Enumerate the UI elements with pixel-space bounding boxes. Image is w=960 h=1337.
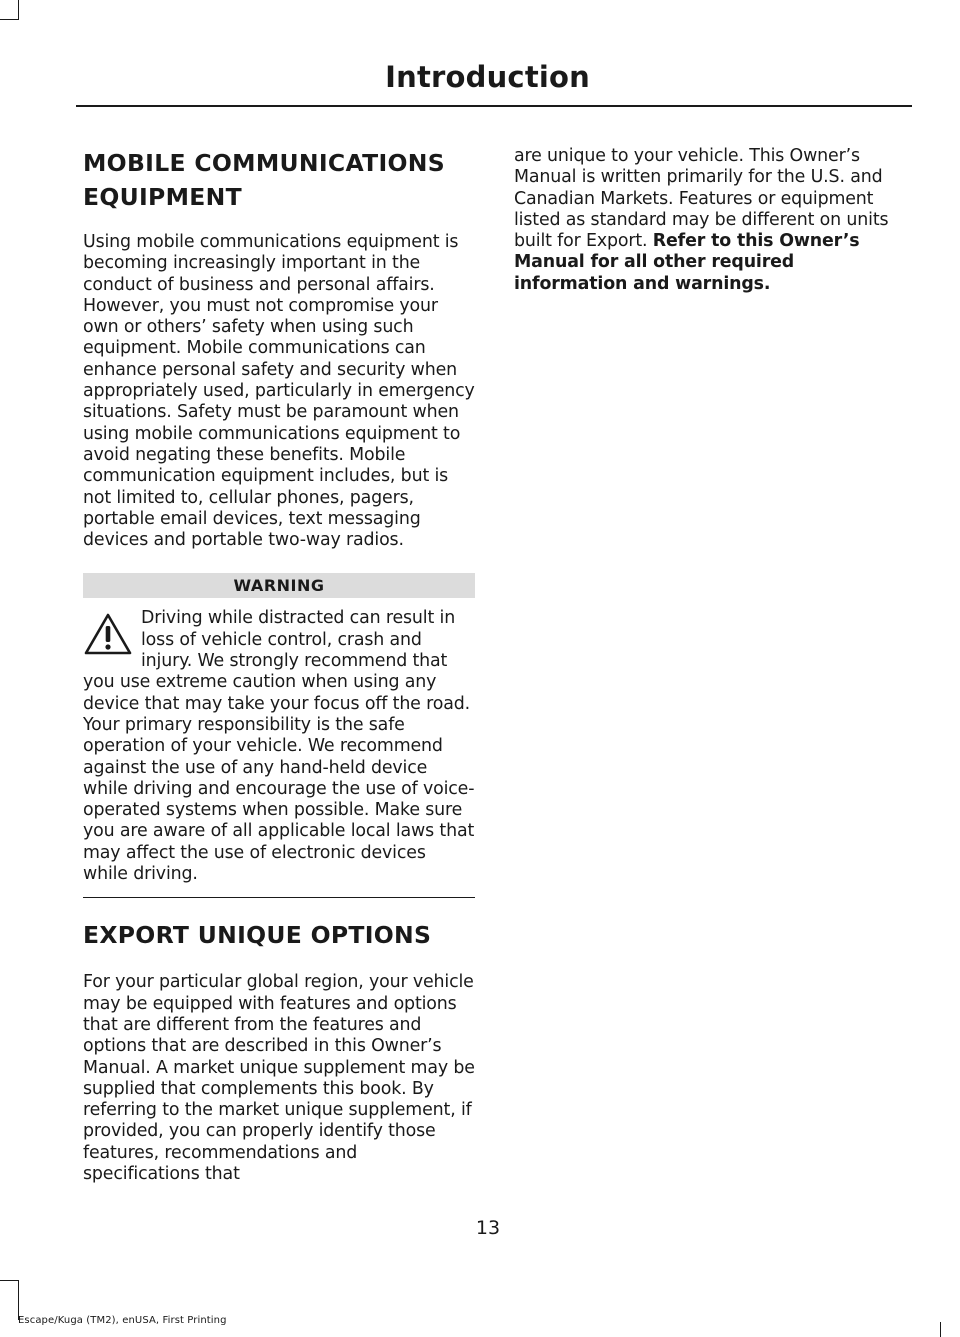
heading-line-2: EQUIPMENT: [83, 183, 242, 211]
section-heading: EXPORT UNIQUE OPTIONS: [83, 921, 432, 950]
footer-edition: Escape/Kuga (TM2), enUSA, First Printing: [18, 1315, 227, 1326]
section-heading: [83, 146, 475, 214]
warning-box: [83, 573, 475, 898]
right-column: [514, 146, 909, 295]
header-divider: [76, 105, 912, 107]
crop-mark: [0, 19, 19, 20]
warning-title: WARNING: [83, 573, 475, 598]
section-mobile-communications: [83, 146, 475, 551]
crop-mark: [0, 1280, 19, 1281]
section-body: For your particular global region, your vehicle may be equipped with features and options that are different from the features and options that are described in this Owner’s Manual. A market unique supplement may be supplied that complements this book. By referring to the market unique supplement, if provided, you can properly identify those features, recommendations and specifications that: [83, 972, 475, 1184]
warning-text: Driving while distracted can result in loss of vehicle control, crash and injury. We strongly recommend that you use extreme caution when using any device that may take your focus off the road. Your primary responsibility is the safe operation of your vehicle. We recommend against the use of any hand-held device while driving and encourage the use of voice-operated systems when possible. Make sure you are aware of all applicable local laws that may affect the use of electronic devices while driving.: [83, 608, 475, 885]
warning-divider: [83, 897, 475, 898]
section-export-unique-options: [83, 918, 475, 1185]
crop-mark: [18, 1280, 19, 1320]
crop-mark: [18, 0, 19, 20]
section-body-continued: [514, 146, 909, 295]
section-body: Using mobile communications equipment is becoming increasingly important in the conduct of business and personal affairs. However, you must not compromise your own or others’ safety when using such equipment. Mobile communications can enhance personal safety and security when appropriately used, particularly in emergency situations. Safety must be paramount when using mobile communications equipment to avoid negating these benefits. Mobile communication equipment includes, but is not limited to, cellular phones, pagers, portable email devices, text messaging devices and portable two-way radios.: [83, 232, 475, 551]
page-header-title: Introduction: [385, 60, 590, 94]
warning-triangle-icon: [83, 612, 133, 656]
page-number: 13: [475, 1217, 501, 1239]
body-continued-text: are unique to your vehicle. This Owner’s Manual is written primarily for the U.S. and Canadian Markets. Features or equipment listed as standard may be different on units built for Export.: [514, 146, 889, 252]
warning-body: [83, 608, 475, 885]
body-bold-instruction: Refer to this Owner’s Manual for all other required information and warnings.: [514, 231, 860, 294]
heading-line-1: MOBILE COMMUNICATIONS: [83, 149, 445, 177]
crop-mark: [940, 1322, 941, 1337]
left-column: [83, 146, 475, 1185]
